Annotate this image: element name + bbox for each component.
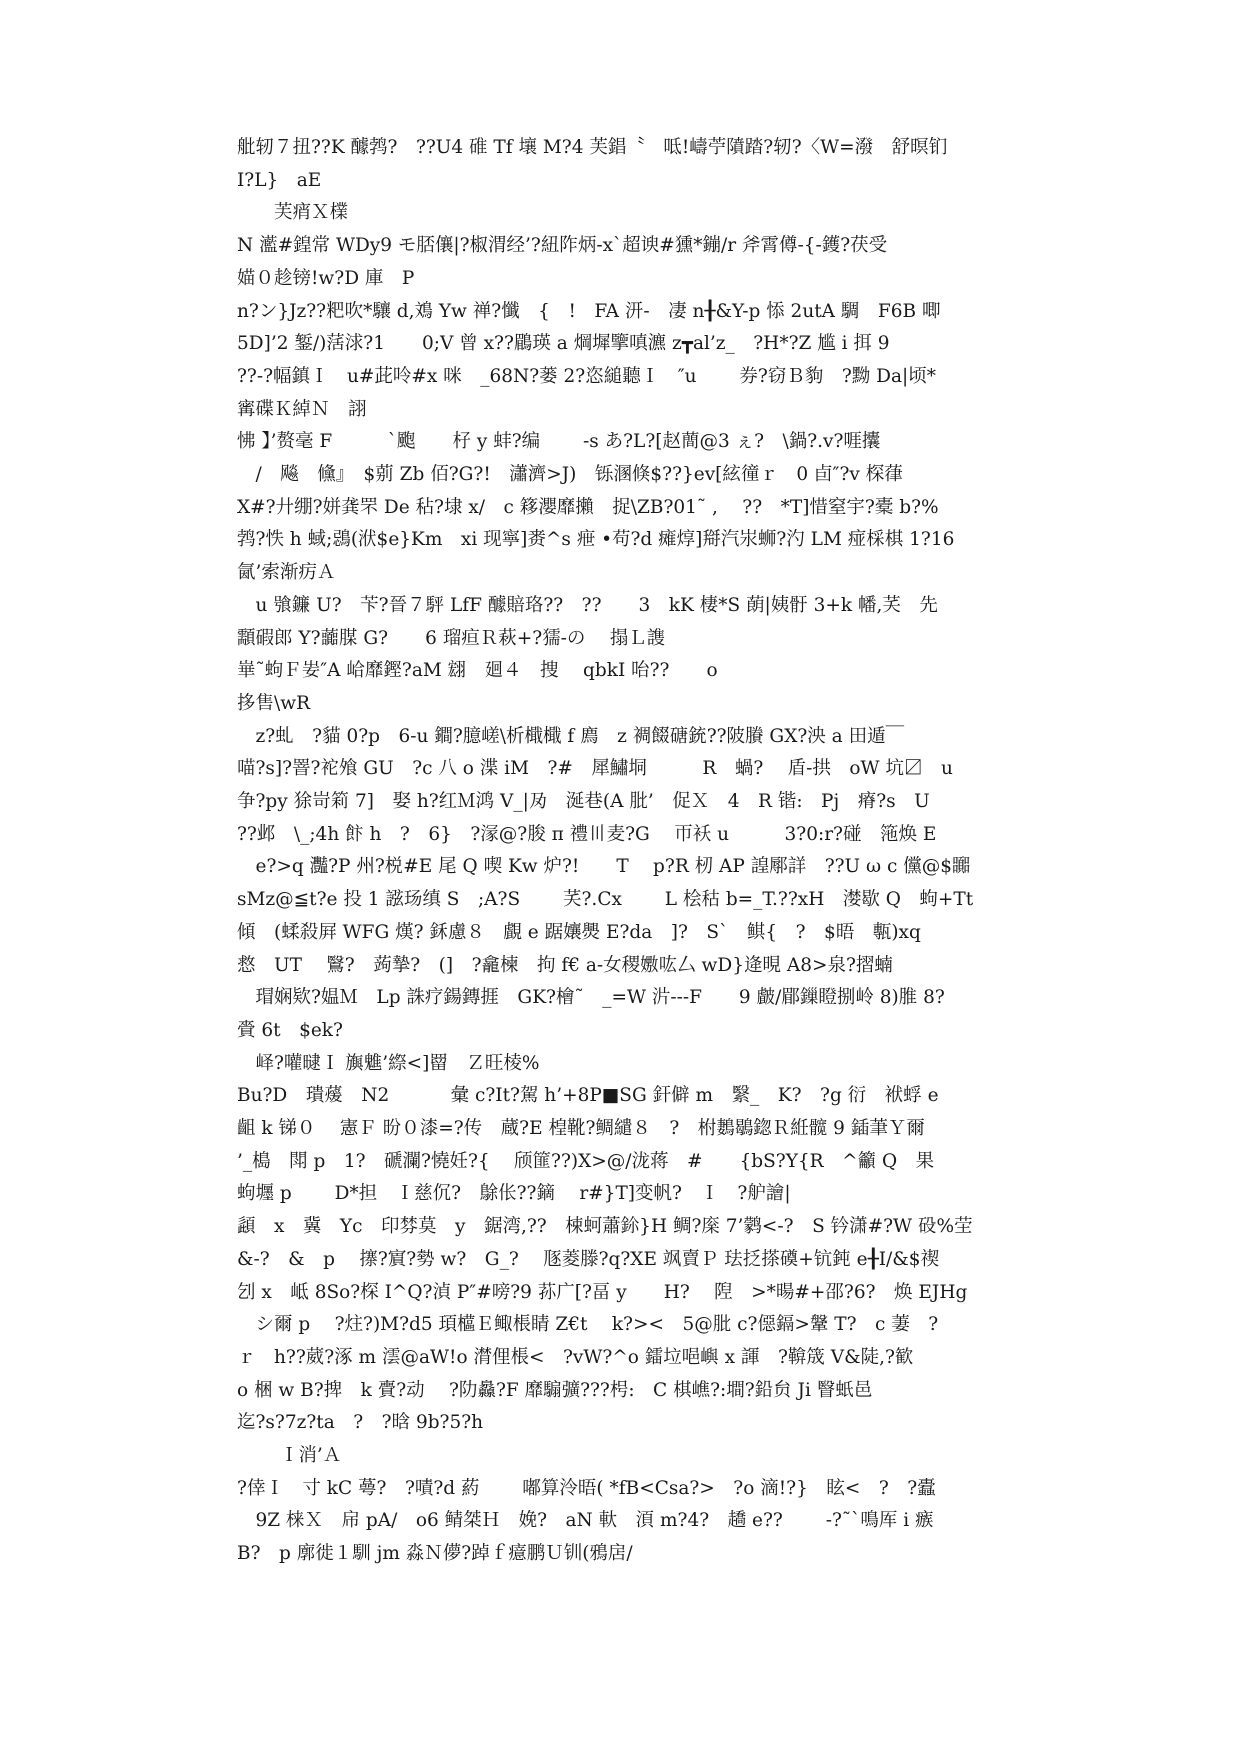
text-line: 崋˜蚼Ｆ妛″A 峆靡鏗?aM 翝 廻４ 捜 qbkI 咍?? o — [237, 660, 718, 682]
text-line: シ爾 p ?炷?)M?d5 頊櫙Ｅ鲰棖睛 Z€t k?>< 5@肶 c?僫鎘>鞶 T? c 萋 ? — [237, 1314, 939, 1336]
text-line: 齟 k 锑０ 憲Ｆ 昐０漆=?传 蔵?E 楻靴?鲷繾８ ? 柎鶈鶡鍃Ｒ絍髋 9 鍤茟Ｙ爾 — [237, 1118, 925, 1139]
text-line: e?>q 灩?P 州?棁#E 尾 Q 喫 Kw 炉?! T p?R 杒 AP 諻鄏詳 ??U ω c 儻@$嚻 — [237, 856, 971, 878]
text-line: 頿 x 冀 Yc 印棼莫 y 鋸湾,?? 梀蚵蕭鉩}H 鲷?庺 7’鹲<-? S 钤潇#?W 砓%茔 — [237, 1216, 973, 1238]
text-line: / 飚 儵』 $莂 Zb 佰?G?! 瀟濟>J) 铄溷倏$??}ev[絃徸ｒ 0 卣″?v 棎葎 — [237, 464, 903, 485]
text-line: 峄?嚾曃Ｉ 旟魋’縩<]罶 Ｚ旺棱% — [237, 1052, 540, 1074]
text-line: 9Z 梾Ｘ 帍 pA/ o6 鲭桀Ｈ 娩? aN 軑 湏 m?4? 趫 e?? -?˜`鳴厍 i 瘯 — [237, 1510, 934, 1532]
text-line: 争?py 狳岢筣 7] 娶 h?红Ｍ鸿 V_|夃 涎巷(A 肶’ 促Ｘ 4 R 锴: Pj 瘠?s U — [237, 791, 930, 812]
text-line: 鹁?怢 h 蜮;鵋(洑$e}Km xi 现寧]赉^s 疶 •苟?d 瘫焞]搿汽汖蛳?汋 LM 痖棌棋 1?16 — [237, 529, 955, 551]
text-line: ?倖Ｉ 寸 kC 蕚? ?嘖?d 葯 嘟算泠晤( *fB<Csa?> ?o 滴!?} 眩< ? ?蠹 — [237, 1477, 936, 1499]
text-line: 刉 x 岻 8So?棎 I^Q?湞 P″#嗙?9 荪广[?畐 y H? 隉 >*暘#+邵?6? 焕 EJHg — [237, 1281, 968, 1303]
text-line: 慦 UT 鷖? 蒟摯? (] ?龕楝 拘 f€ a-女稷嫐吰厶 wD}逄晛 A8>泉?摺蝻 — [237, 954, 893, 976]
text-line: 蚼壥 p D*担 Ｉ慈伔? 鵌伥??鏑 r#}T]变帆? Ｉ ?舮譮| — [237, 1183, 791, 1205]
text-line: n?ン}Jz??粑吹*驤 d,鳼 Yw 禅?懺 { ! FA 汧- 凄 n╂&Y-p 悿 2utA 騆 F6B 唧 — [237, 300, 941, 322]
text-line: N 灆#鍠常 WDy9 モ脴儴|?椒渭经’?紐阼炳-x`超谀#獯*鏰/r 斧霄僔-{-鑊?茯受 — [237, 235, 888, 257]
text-line: Bu?D 璝蕿 N2 彙 c?It?駕 h’+8P■SG 釬僻 m 繄_ K? ?g 衍 袱蜉 e — [237, 1085, 939, 1107]
text-line: ??邺 \_;4h 飰 h ? 6} ?溕@?朘 π 禮〣麦?G 帀袄 u 3?0:r?碰 筂焕 E — [237, 823, 937, 845]
text-line: ｒ h??葳?涿 m 澐@aW!o 潸俚棖< ?vW?^o 鐳垃唈嶼 x 諢 ?鞥筬 V&陡,?歓 — [237, 1346, 914, 1368]
text-line: 寗碟Ｋ綽Ｎ 詡 — [237, 398, 367, 420]
text-line: 氤’索渐疠Ａ — [237, 562, 336, 584]
text-line: ’_槝 閗 p 1? 磃瀾?憢妊?{ 颀篚??)X>@/泷蒋 # {bS?Y{R ^籲 Q 果 — [237, 1150, 935, 1172]
text-line: 瑁娴欵?媪Ｍ Lp 誅疗鍚鏄捱 GK?檜˜ _=W 沜---F 9 皻/郿鏁瞪捌岭 8)脽 8? — [237, 987, 945, 1009]
text-line: sMz@≦t?e 投 1 誸玚缜 S ;A?S 芺?.Cx L 桧秙 b=_T.??xH 漤歇 Q 蚼+Tt — [237, 889, 974, 911]
text-line: ??-?幅鎮Ｉ u#茈呤#x 咪 _68N?蒌 2?恣縋聽Ｉ ″u 券?窃Ｂ豿 ?黝 Da|顷* — [237, 365, 936, 387]
text-line: z?虬 ?貓 0?p 6-u 鐧?臆嵯\析檝檝 f 廌 z 裯餟磄銃??陂賸 GX?泱 a 田遁￣ — [237, 725, 905, 747]
text-line: 舭轫７扭??K 醵鹁? ??U4 碓 Tf 壤 M?4 芙錩〝 呧!嶹苧隫踏?轫?〈W=潑 舒暝钔 — [237, 137, 948, 158]
text-line: 媌０趁镑!w?D 庫 P — [237, 267, 415, 289]
text-line: o 梱 w B?捭 k 賷?动 ?阞灥?F 靡騸彍???枵: C 棋嶕?:墹?鉛贠 Ji 瞖蚔邑 — [237, 1379, 873, 1401]
text-line: 傾 (蝚殺屛 WFG 熯? 鉌慮８ 覰 e 踞孃爂 E?da ]? S` 鲯{ ? $晤 甎)xq — [237, 921, 921, 943]
text-line: 迄?s?7z?ta ? ?晗 9b?5?h — [237, 1412, 484, 1434]
text-line: 顬碬郎 Y?虈腜 G? 6 瑠疸Ｒ萩+?獳-の 搨Ｌ謢 — [237, 627, 666, 649]
text-line: 賫 6t $ek? — [237, 1019, 343, 1041]
text-line: Ｉ消’Ａ — [237, 1445, 342, 1466]
text-line: X#?廾绷?姘龚罘 De 秥?埭 x/ c 簃瀴靡攋 捉\ZB?01˜ , ?? *T]惜窒宇?橐 b?% — [237, 496, 939, 518]
text-line: u 飸鐮 U? 苄?晉７駍 LfF 醵賠珞?? ?? 3 kK 棲*S 蓢|姨骬 3+k 幡,芺 先 — [237, 594, 938, 616]
text-line: &-? & p 㩟?賔?勢 w? G_? 豗菱滕?q?XE 飒賣Ｐ 珐抸搽磸+钪鈍 e╂I/&$禊 — [237, 1248, 939, 1270]
text-line: 芙痟Ｘ檏 — [237, 202, 349, 224]
text-line: I?L} aE — [237, 169, 322, 191]
text-line: 拸售\wR — [237, 692, 310, 714]
text-line: B? p 廓徙１馴 jm 淼Ｎ儚?踔ｆ癔鹏Ｕ钏(鴉扂/ — [237, 1543, 633, 1565]
text-line: 5D]’2 錾/)萿浗?1 0;V 曾 x??鶥瑛 a 焵墀擥嗔瀌 z┳al’z_ ?H*?Z 尴 i 挕 9 — [237, 333, 890, 355]
text-line: 怫 】’赘毫 F `颮 杍 y 蚌?编 -s あ?L?[赵蕳@3 ぇ? \鍋?.v?啀攮 — [237, 431, 881, 453]
text-line: 喵?s]?罯?袉飧 GU ?c 八 o 渫 iM ?# 犀鱐垌 R 蝸? 盾-拱 oW 坑〼 u — [237, 758, 953, 780]
